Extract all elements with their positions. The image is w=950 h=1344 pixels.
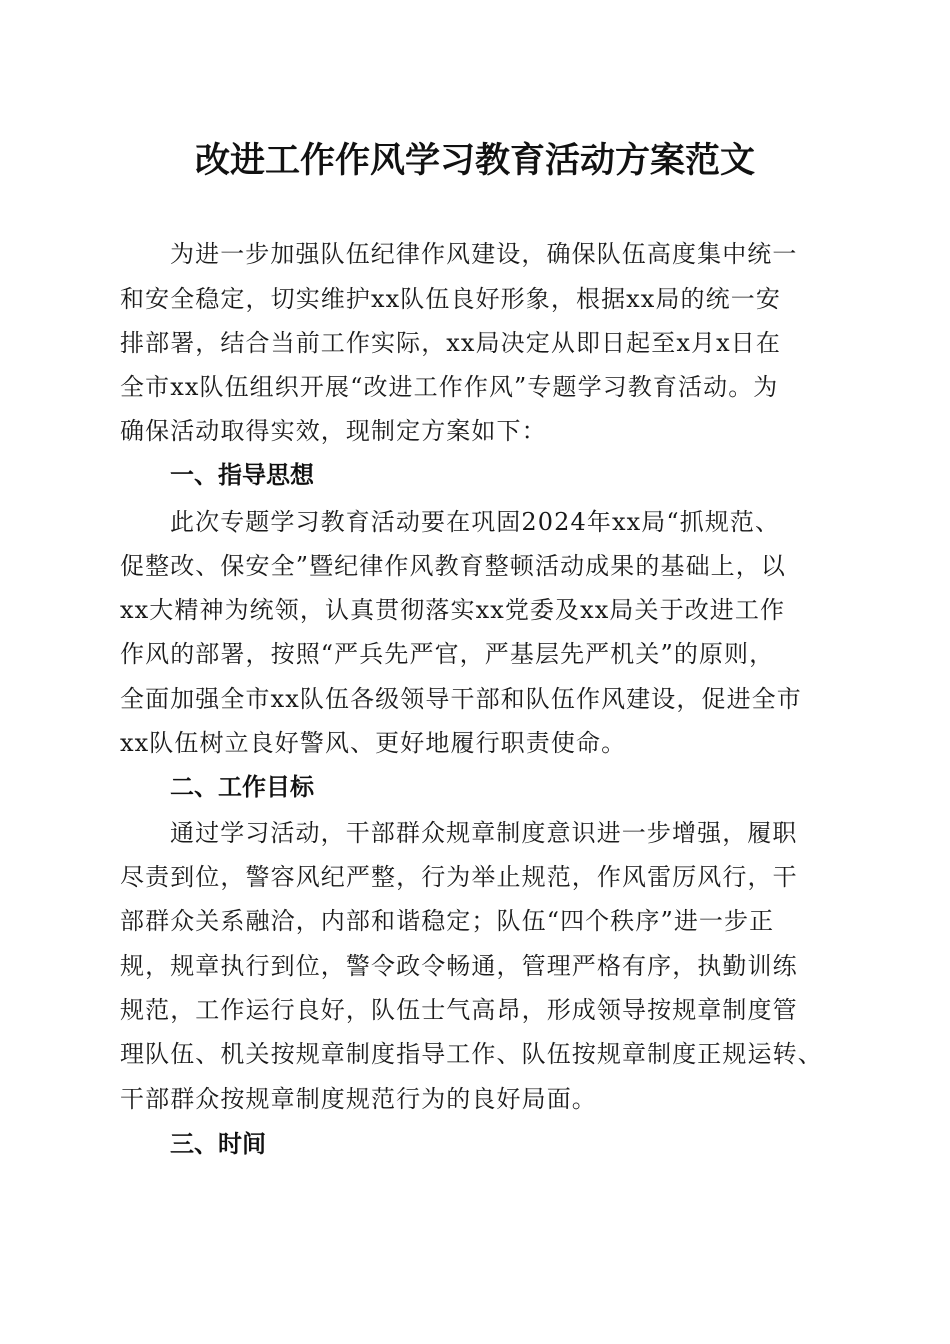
- page-title: 改进工作作风学习教育活动方案范文: [194, 141, 755, 181]
- text-line: 规范，工作运行良好，队伍士气高昂，形成领导按规章制度管: [120, 996, 798, 1024]
- text-line: 尽责到位，警容风纪严整，行为举止规范，作风雷厉风行，干: [120, 863, 798, 891]
- text-line: 促整改、保安全”暨纪律作风教育整顿活动成果的基础上，以: [120, 552, 786, 580]
- section-heading-work-goals: 二、工作目标: [170, 773, 314, 801]
- section-heading-time: 三、时间: [170, 1130, 266, 1158]
- text-line: 规，规章执行到位，警令政令畅通，管理严格有序，执勤训练: [120, 952, 798, 980]
- text-line: 此次专题学习教育活动要在巩固2024年xx局“抓规范、: [170, 508, 781, 536]
- text-line: xx队伍树立良好警风、更好地履行职责使命。: [120, 729, 627, 757]
- text-line: 全市xx队伍组织开展“改进工作作风”专题学习教育活动。为: [120, 373, 779, 401]
- text-line: 理队伍、机关按规章制度指导工作、队伍按规章制度正规运转、: [120, 1040, 823, 1068]
- section-heading-guiding-thought: 一、指导思想: [170, 461, 314, 489]
- text-line: 为进一步加强队伍纪律作风建设，确保队伍高度集中统一: [170, 240, 798, 268]
- text-line: 全面加强全市xx队伍各级领导干部和队伍作风建设，促进全市: [120, 685, 802, 713]
- text-line: 部群众关系融洽，内部和谐稳定；队伍“四个秩序”进一步正: [120, 907, 775, 935]
- text-line: 通过学习活动，干部群众规章制度意识进一步增强，履职: [170, 819, 798, 847]
- text-line: xx大精神为统领，认真贯彻落实xx党委及xx局关于改进工作: [120, 596, 786, 624]
- text-line: 干部群众按规章制度规范行为的良好局面。: [120, 1085, 597, 1113]
- text-line: 作风的部署，按照“严兵先严官，严基层先严机关”的原则，: [120, 640, 775, 668]
- text-line: 和安全稳定，切实维护xx队伍良好形象，根据xx局的统一安: [120, 285, 781, 313]
- text-line: 确保活动取得实效，现制定方案如下：: [120, 417, 547, 445]
- text-line: 排部署，结合当前工作实际，xx局决定从即日起至x月x日在: [120, 329, 781, 357]
